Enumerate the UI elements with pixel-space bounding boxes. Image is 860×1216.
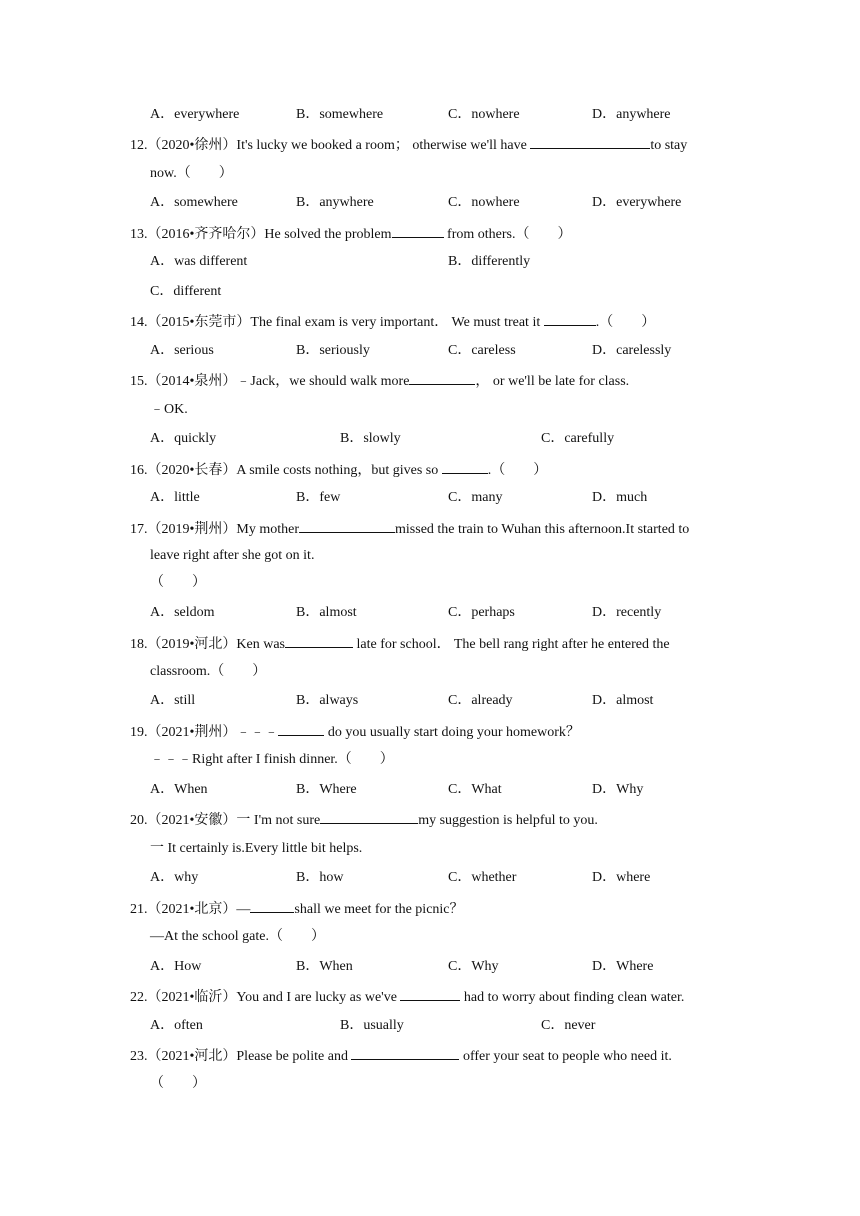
q15-option-a: A．quickly — [150, 431, 217, 446]
q21-option-b: B．When — [296, 959, 353, 974]
q14-option-c: C．careless — [448, 343, 516, 358]
q17-option-b: B．almost — [296, 605, 357, 620]
q14-option-b: B．seriously — [296, 343, 370, 358]
answer-blank — [409, 371, 475, 385]
q22-stem: 22.（2021•临沂）You and I are lucky as we've had to worry about finding clean water. — [130, 987, 684, 1007]
q17-stem-line2: leave right after she got on it. — [150, 548, 315, 563]
q21-option-c: C．Why — [448, 959, 499, 974]
q15-stem: 15.（2014•泉州）﹣Jack，we should walk more ， or we'll be late for class. — [130, 371, 629, 391]
q19-stem-line2: ﹣﹣﹣Right after I finish dinner.（ ） — [150, 752, 394, 767]
q19-option-b: B．Where — [296, 782, 357, 797]
q17-option-d: D．recently — [592, 605, 662, 620]
q18-option-c: C．already — [448, 693, 513, 708]
q21-stem-line2: —At the school gate.（ ） — [150, 929, 325, 944]
q12-option-a: A．somewhere — [150, 195, 238, 210]
q17-option-c: C．perhaps — [448, 605, 515, 620]
q23-answer-paren: （ ） — [150, 1076, 206, 1091]
q11-option-a: A．everywhere — [150, 107, 240, 122]
q18-option-a: A．still — [150, 693, 196, 708]
q19-option-d: D．Why — [592, 782, 644, 797]
answer-blank — [250, 899, 294, 913]
q16-option-d: D．much — [592, 490, 648, 505]
answer-blank — [400, 987, 460, 1001]
q19-option-c: C．What — [448, 782, 502, 797]
q16-stem: 16.（2020•长春）A smile costs nothing，but gives so .（ ） — [130, 460, 547, 480]
q13-option-b: B．differently — [448, 254, 531, 269]
q20-stem-line2: 一 It certainly is.Every little bit helps. — [150, 841, 363, 856]
q23-stem: 23.（2021•河北）Please be polite and offer your seat to people who need it. — [130, 1046, 672, 1066]
q14-option-d: D．carelessly — [592, 343, 672, 358]
q22-option-c: C．never — [541, 1018, 596, 1033]
q13-option-a: A．was different — [150, 254, 248, 269]
q17-option-a: A．seldom — [150, 605, 215, 620]
q19-option-a: A．When — [150, 782, 208, 797]
q19-stem: 19.（2021•荆州）﹣﹣﹣ do you usually start doing your homework？ — [130, 722, 580, 742]
q12-option-c: C．nowhere — [448, 195, 520, 210]
answer-blank — [278, 722, 324, 736]
q14-option-a: A．serious — [150, 343, 214, 358]
answer-blank — [285, 634, 353, 648]
q20-option-b: B．how — [296, 870, 344, 885]
q16-option-a: A．little — [150, 490, 200, 505]
q16-option-c: C．many — [448, 490, 503, 505]
answer-blank — [544, 312, 596, 326]
q12-option-b: B．anywhere — [296, 195, 374, 210]
q17-answer-paren: （ ） — [150, 575, 206, 590]
q18-option-b: B．always — [296, 693, 359, 708]
q18-stem-line2: classroom.（ ） — [150, 664, 267, 679]
q21-option-d: D．Where — [592, 959, 654, 974]
q20-stem: 20.（2021•安徽）一 I'm not sure my suggestion is helpful to you. — [130, 810, 598, 830]
q17-stem: 17.（2019•荆州）My mother missed the train to Wuhan this afternoon.It started to — [130, 519, 689, 539]
q13-stem: 13.（2016•齐齐哈尔）He solved the problem from others.（ ） — [130, 224, 571, 244]
q18-stem: 18.（2019•河北）Ken was late for school． The bell rang right after he entered the — [130, 634, 670, 654]
answer-blank — [320, 810, 418, 824]
q21-stem: 21.（2021•北京）— shall we meet for the picnic？ — [130, 899, 464, 919]
q12-option-d: D．everywhere — [592, 195, 682, 210]
q15-option-b: B．slowly — [340, 431, 401, 446]
q13-option-c: C．different — [150, 284, 222, 299]
q14-stem: 14.（2015•东莞市）The final exam is very important． We must treat it .（ ） — [130, 312, 655, 332]
q15-stem-line2: ﹣OK. — [150, 402, 188, 417]
q11-option-c: C．nowhere — [448, 107, 520, 122]
q12-stem: 12.（2020•徐州）It's lucky we booked a room； otherwise we'll have to stay — [130, 135, 687, 155]
q22-option-a: A．often — [150, 1018, 203, 1033]
q16-option-b: B．few — [296, 490, 341, 505]
q20-option-c: C．whether — [448, 870, 517, 885]
answer-blank — [299, 519, 395, 533]
q21-option-a: A．How — [150, 959, 202, 974]
q22-option-b: B．usually — [340, 1018, 404, 1033]
q18-option-d: D．almost — [592, 693, 654, 708]
answer-blank — [392, 224, 444, 238]
q11-option-d: D．anywhere — [592, 107, 671, 122]
q12-stem-line2: now.（ ） — [150, 166, 233, 181]
answer-blank — [351, 1046, 459, 1060]
q20-option-d: D．where — [592, 870, 651, 885]
q20-option-a: A．why — [150, 870, 199, 885]
answer-blank — [442, 460, 488, 474]
answer-blank — [530, 135, 650, 149]
q11-option-b: B．somewhere — [296, 107, 384, 122]
q15-option-c: C．carefully — [541, 431, 615, 446]
